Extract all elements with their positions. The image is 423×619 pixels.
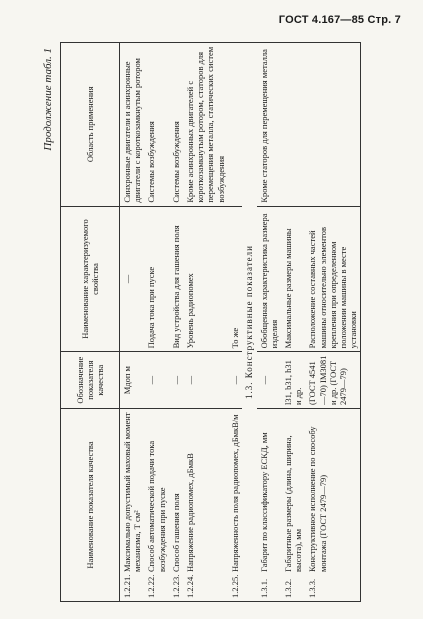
column-header-property: Наименование характеризуемого свойства <box>61 206 120 352</box>
row-symbol: — <box>144 352 168 409</box>
row-property: Подача тока при пуске <box>144 206 168 352</box>
table-row <box>169 43 183 602</box>
row-number: 1.2.24. <box>184 574 195 598</box>
row-area: Системы возбуждения <box>144 43 168 207</box>
table-row <box>257 43 281 602</box>
row-property: Уровень радиопомех <box>183 206 228 352</box>
row-name: Напряженность поля радиопомех, дБмкВ/м <box>229 414 240 572</box>
row-symbol: l31, b31, h31 и др. <box>281 352 305 409</box>
row-property: Обобщенная характеристика размера изделия <box>257 206 281 352</box>
row-number: 1.2.21. <box>122 574 132 598</box>
row-name: Способ автоматической подачи тока возбуждения при пуске <box>146 440 167 572</box>
row-area: Кроме асинхронных двигателей с короткозамкнутым ротором, статоров для перемещения металла, статических систем возбуждения <box>183 43 228 207</box>
table-row <box>228 43 242 602</box>
row-area: Синхронные двигатели и асинхронные двигатели с короткозамкнутым ротором <box>120 43 145 207</box>
table-row <box>120 43 145 602</box>
row-symbol: — <box>257 352 281 409</box>
row-number: 1.3.3. <box>307 578 318 598</box>
row-symbol: — <box>228 352 242 409</box>
section-row <box>242 43 257 602</box>
row-number: 1.2.22. <box>146 574 157 598</box>
row-name: Конструктивное исполнение по способу монтажа (ГОСТ 2479—79) <box>307 426 328 572</box>
row-symbol: — <box>169 352 183 409</box>
table-header-row <box>61 43 120 602</box>
row-area <box>305 43 360 207</box>
rotated-table-block <box>40 42 410 602</box>
row-property: Вид устройства для гашения поля <box>169 206 183 352</box>
row-property: Максимальные размеры машины <box>281 206 305 352</box>
section-title: 1.3. Конструктивные показатели <box>242 43 257 602</box>
column-header-symbol: Обозначение показателя качества <box>61 352 120 409</box>
table-row <box>144 43 168 602</box>
row-number: 1.3.2. <box>283 578 294 598</box>
row-area: Кроме статоров для перемещения металла <box>257 43 281 207</box>
row-symbol: — <box>183 352 228 409</box>
row-area <box>228 43 242 207</box>
row-name: Габарит по классификатору ЕСКД, мм <box>258 432 269 572</box>
row-number: 1.3.1. <box>258 578 269 598</box>
spec-table <box>60 42 361 602</box>
page-header: ГОСТ 4.167—85 Стр. 7 <box>278 14 401 26</box>
table-row <box>281 43 305 602</box>
row-property: — <box>120 206 145 352</box>
row-property: То же <box>228 206 242 352</box>
row-name: Габаритные размеры (длина, ширина, высота), мм <box>283 435 304 572</box>
column-header-area: Область применения <box>61 43 120 207</box>
table-row <box>183 43 228 602</box>
row-name: Способ гашения поля <box>170 493 181 572</box>
row-name: Напряжение радиопомех, дБмкВ <box>184 453 195 572</box>
row-symbol: Mдоп м <box>120 352 145 409</box>
row-area: Системы возбуждения <box>169 43 183 207</box>
row-number: 1.2.25. <box>229 574 240 598</box>
row-symbol: (ГОСТ 4541—70) IM3081 и др. (ГОСТ 2479—79) <box>305 352 360 409</box>
table-caption: Продолжение табл. 1 <box>42 48 54 151</box>
row-area <box>281 43 305 207</box>
row-name: Максимально допустимый маховый момент механизма, Т см² <box>122 412 143 572</box>
row-property: Расположение составных частей машины относительно элементов крепления при определенном положении машины в месте установки <box>305 206 360 352</box>
row-number: 1.2.23. <box>170 574 181 598</box>
table-row <box>305 43 360 602</box>
column-header-name: Наименование показателя качества <box>61 408 120 601</box>
